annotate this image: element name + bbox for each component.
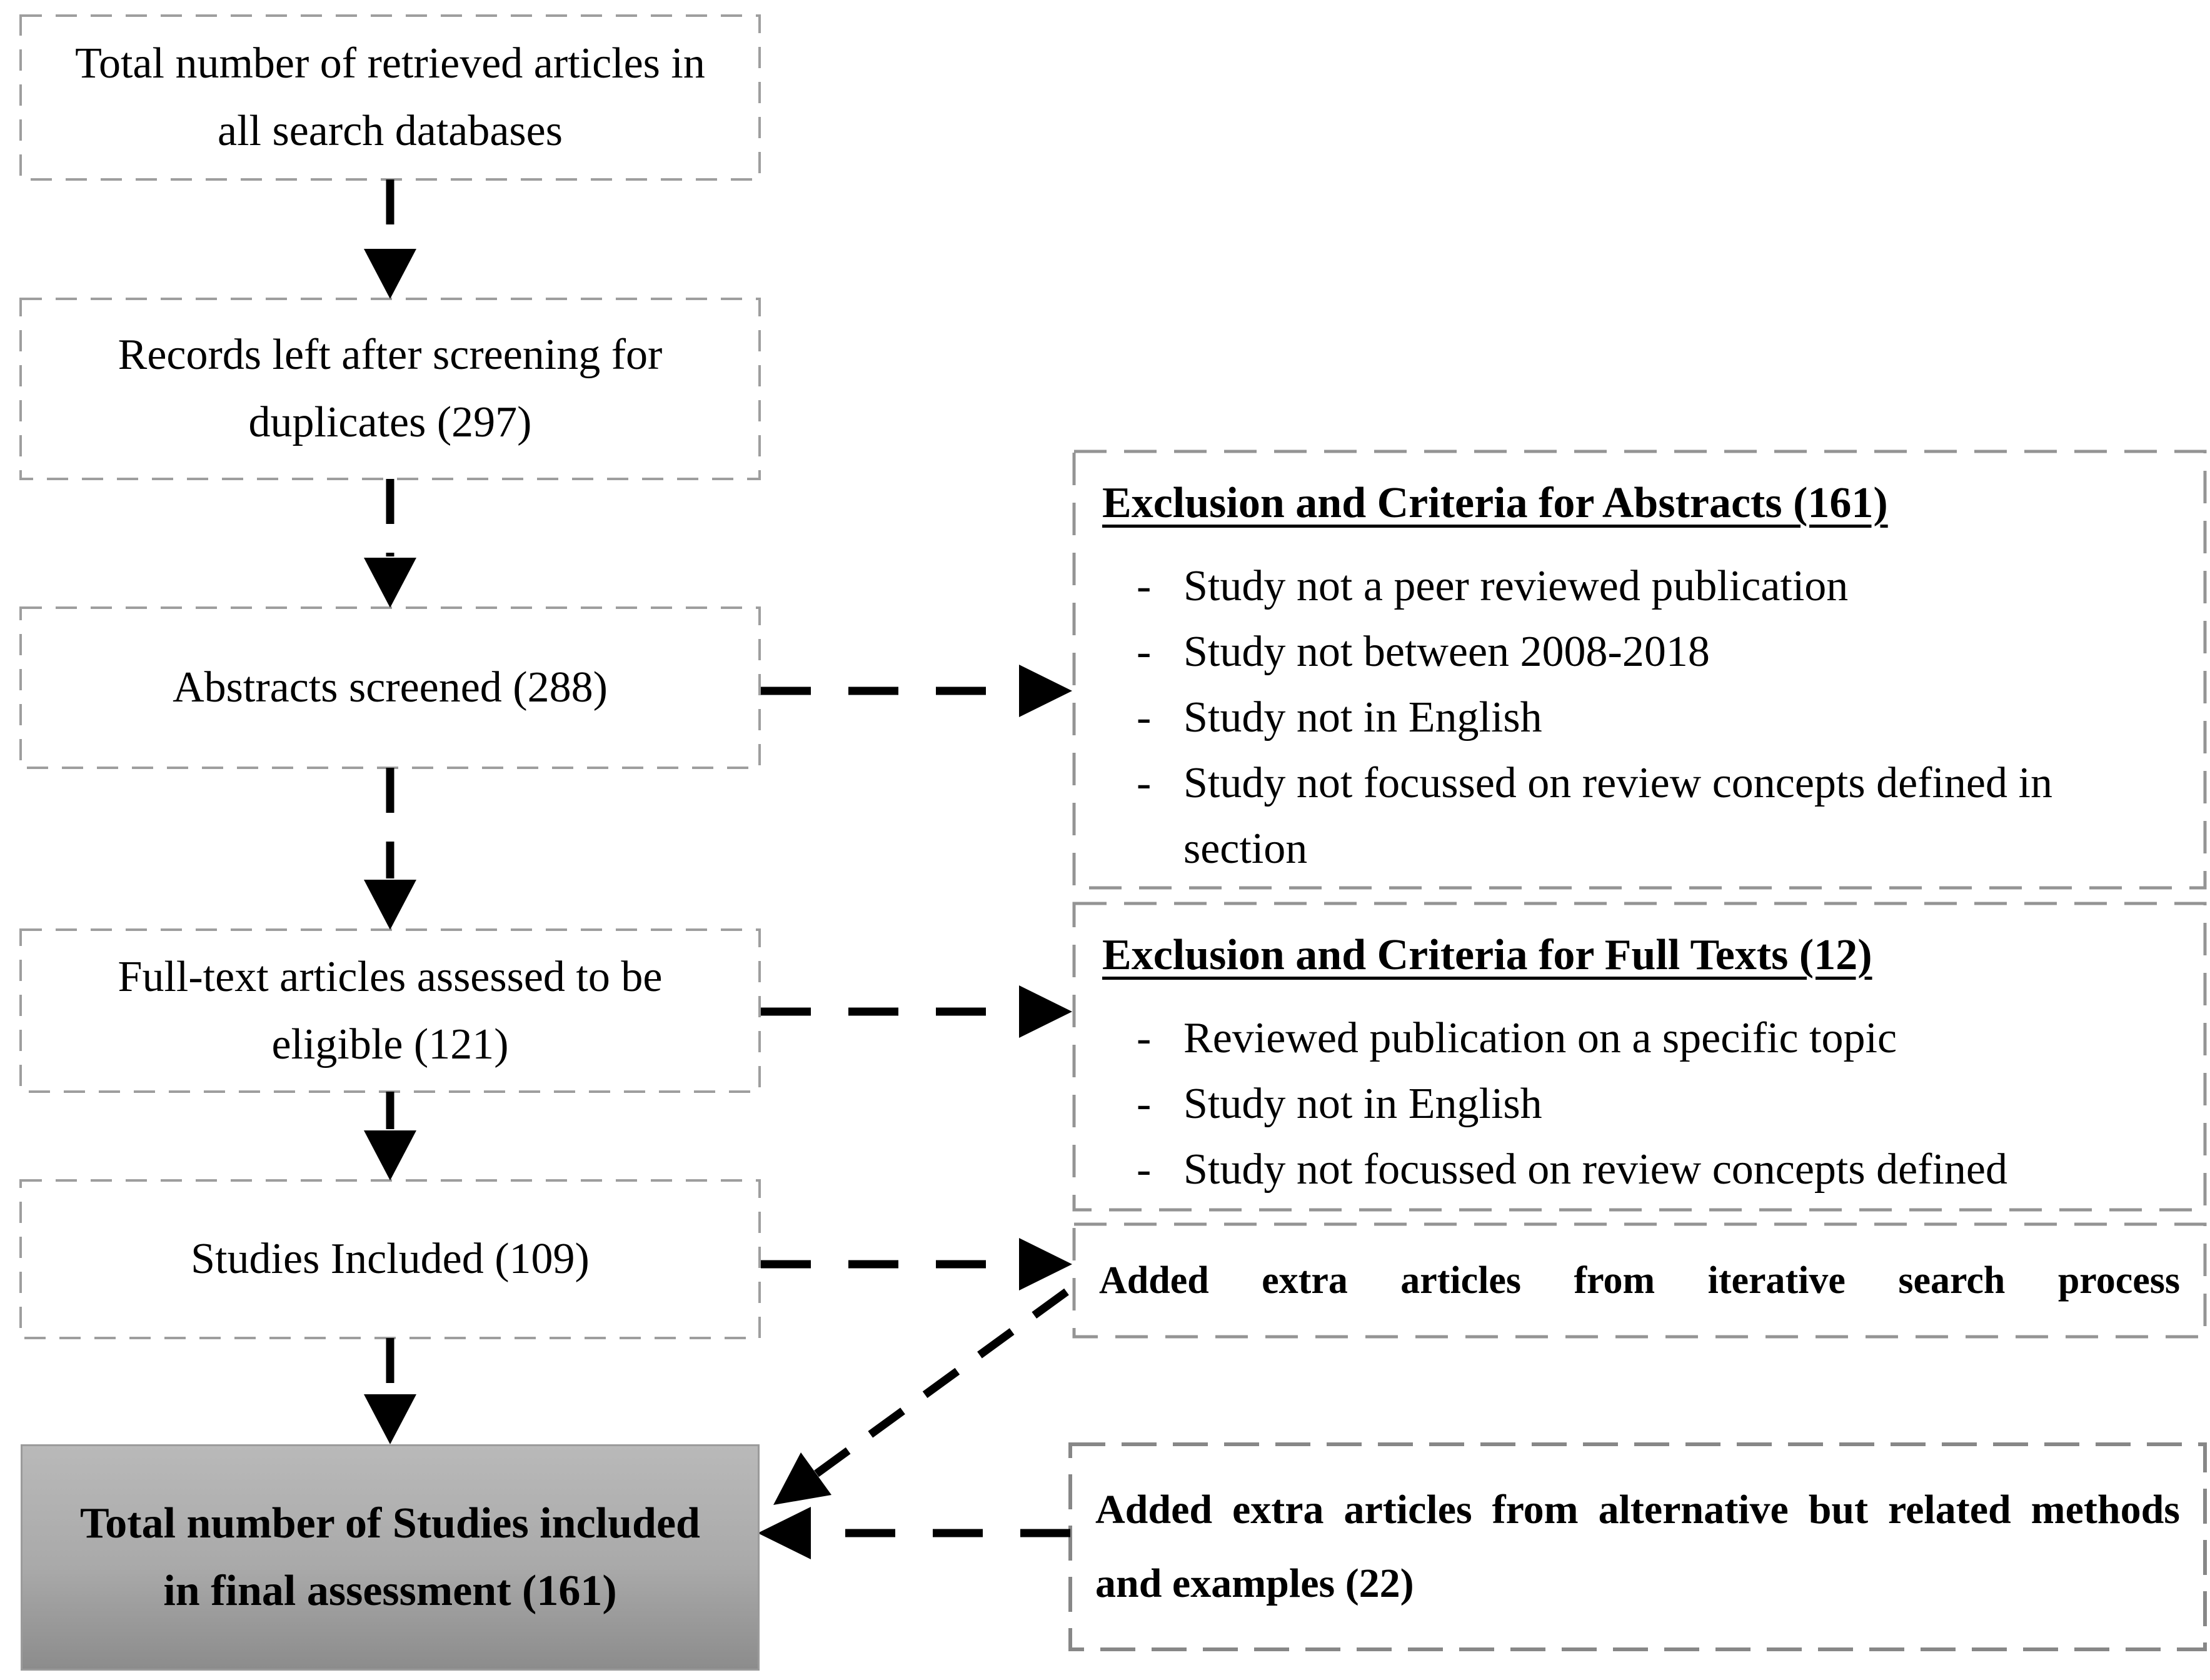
alternative-methods-text: Added extra articles from alternative but related methods and examples (22): [1095, 1487, 2180, 1606]
arrowhead-included-to-iterative: [1019, 1238, 1072, 1290]
flow-box-studies-included: Studies Included (109): [191, 1235, 590, 1283]
arrowhead-fulltext-to-exclusion: [1019, 985, 1072, 1038]
list-item-text: Study not a peer reviewed publication: [1183, 562, 1849, 610]
list-item: [1102, 1005, 2171, 1071]
flow-box-abstracts-screened: Abstracts screened (288): [173, 663, 608, 712]
list-item: [1102, 750, 2171, 882]
bullet-dash-icon: -: [1137, 693, 1152, 742]
list-item: [1102, 685, 2171, 750]
list-item-text: Study not between 2008-2018: [1183, 628, 1710, 676]
flow-box-final-total: Total number of Studies included in final assessment (161): [21, 1444, 760, 1671]
abstracts-exclusion-box: [1074, 451, 2205, 888]
iterative-search-text: Added extra articles from iterative search process: [1099, 1259, 2180, 1302]
arrowhead-included-to-final: [364, 1394, 416, 1444]
arrow-iterative-to-final: [816, 1292, 1067, 1474]
bullet-dash-icon: -: [1137, 628, 1152, 676]
arrowhead-retrieved-to-deduplicated: [364, 249, 416, 299]
list-item-text: Study not focussed on review concepts defined in section: [1183, 759, 2052, 873]
bullet-dash-icon: -: [1137, 562, 1152, 610]
list-item-text: Reviewed publication on a specific topic: [1183, 1014, 1897, 1062]
list-item: [1102, 1137, 2171, 1202]
list-item-text: Study not in English: [1183, 693, 1542, 742]
iterative-search-box: [1074, 1224, 2205, 1337]
fulltext-exclusion-title: Exclusion and Criteria for Full Texts (12): [1102, 931, 1872, 979]
arrowhead-deduplicated-to-abstracts: [364, 558, 416, 608]
bullet-dash-icon: -: [1137, 1014, 1152, 1062]
arrowhead-alternative-to-final: [758, 1507, 811, 1559]
arrowhead-fulltext-to-included: [364, 1130, 416, 1180]
abstracts-exclusion-title: Exclusion and Criteria for Abstracts (161): [1102, 479, 1888, 527]
arrowhead-abstracts-to-exclusion: [1019, 665, 1072, 717]
list-item: [1102, 1071, 2171, 1137]
list-item-text: Study not focussed on review concepts defined: [1183, 1145, 2008, 1194]
alternative-methods-box: [1070, 1444, 2205, 1649]
list-item: [1102, 553, 2171, 619]
list-item-text: Study not in English: [1183, 1080, 1542, 1128]
flow-box-retrieved: Total number of retrieved articles in all search databases: [75, 39, 705, 155]
bullet-dash-icon: -: [1137, 759, 1152, 807]
arrowhead-iterative-to-final: [773, 1452, 831, 1505]
flow-box-deduplicated: Records left after screening for duplicates (297): [118, 331, 663, 446]
bullet-dash-icon: -: [1137, 1145, 1152, 1194]
list-item: [1102, 619, 2171, 685]
arrowhead-abstracts-to-fulltext: [364, 880, 416, 930]
fulltext-exclusion-box: [1074, 903, 2205, 1210]
flow-box-fulltext-assessed: Full-text articles assessed to be eligible (121): [118, 952, 663, 1069]
bullet-dash-icon: -: [1137, 1080, 1152, 1128]
